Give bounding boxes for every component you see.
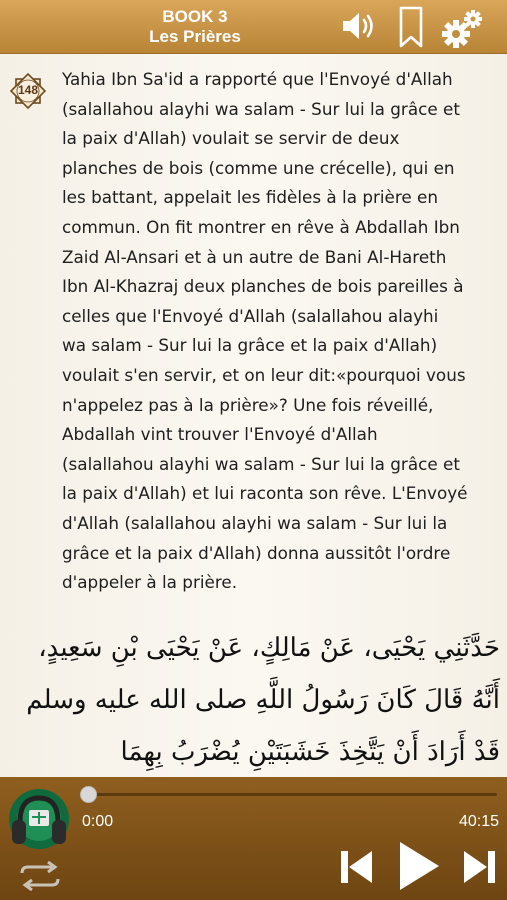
hadith-number: 148	[17, 83, 39, 97]
french-line: grâce et la paix d'Allah) donna aussitôt l'ordre	[62, 542, 451, 563]
arabic-line: حَدَّثَنِي يَحْيَى، عَنْ مَالِكٍ، عَنْ يَحْيَى بْنِ سَعِيدٍ،	[38, 633, 500, 663]
french-line: planches de bois (comme une crécelle), qui en	[62, 157, 455, 178]
settings-icon[interactable]	[440, 7, 484, 53]
book-title: BOOK 3	[162, 7, 228, 26]
french-line: commun. On fit montrer en rêve à Abdallah Ibn	[62, 216, 460, 237]
hadith-content[interactable]	[0, 54, 507, 777]
book-title-block	[120, 7, 270, 47]
play-icon[interactable]	[397, 840, 441, 896]
hadith-french-text	[62, 65, 502, 598]
french-line: celles que l'Envoyé d'Allah (salallahou alayhi	[62, 305, 439, 326]
album-cover-icon	[6, 786, 72, 852]
total-duration: 40:15	[458, 813, 499, 830]
elapsed-time: 0:00	[82, 813, 114, 830]
previous-icon[interactable]	[340, 849, 374, 889]
audio-player	[0, 777, 507, 900]
progress-thumb[interactable]	[80, 786, 97, 803]
arabic-line: أَنَّهُ قَالَ كَانَ رَسُولُ اللَّهِ صلى الله عليه وسلم	[26, 685, 500, 715]
french-line: (salallahou alayhi wa salam - Sur lui la grâce et	[62, 98, 460, 119]
french-line: Ibn Al-Khazraj deux planches de bois pareilles à	[62, 276, 464, 297]
speaker-icon[interactable]	[340, 8, 380, 48]
bookmark-icon[interactable]	[398, 6, 424, 52]
french-line: la paix d'Allah) voulait se servir de deux	[62, 128, 400, 149]
french-line: la paix d'Allah) et lui raconta son rêve. L'Envoyé	[62, 483, 468, 504]
french-line: n'appelez pas à la prière»? Une fois réveillé,	[62, 394, 434, 415]
progress-track[interactable]	[87, 793, 497, 796]
french-line: (salallahou alayhi wa salam - Sur lui la grâce et	[62, 453, 460, 474]
hadith-arabic-text	[20, 622, 500, 777]
hadith-number-badge	[8, 71, 48, 111]
french-line: Yahia Ibn Sa'id a rapporté que l'Envoyé d'Allah	[62, 69, 453, 89]
french-line: les battant, appelait les fidèles à la prière en	[62, 187, 439, 208]
french-line: d'Allah (salallahou alayhi wa salam - Sur lui la	[62, 512, 448, 533]
french-line: d'appeler à la prière.	[62, 572, 238, 593]
french-line: Abdallah vint trouver l'Envoyé d'Allah	[62, 424, 378, 445]
french-line: Zaid Al-Ansari et à un autre de Bani Al-Hareth	[62, 246, 447, 267]
top-bar	[0, 0, 507, 54]
next-icon[interactable]	[462, 849, 496, 889]
repeat-icon[interactable]	[16, 861, 64, 895]
arabic-line: قَدْ أَرَادَ أَنْ يَتَّخِذَ خَشَبَتَيْنِ يُضْرَبُ بِهِمَا	[120, 737, 500, 767]
french-line: wa salam - Sur lui la grâce et la paix d'Allah)	[62, 335, 438, 356]
chapter-title: Les Prières	[149, 27, 241, 46]
french-line: voulait s'en servir, et on leur dit:«pourquoi vous	[62, 364, 466, 385]
